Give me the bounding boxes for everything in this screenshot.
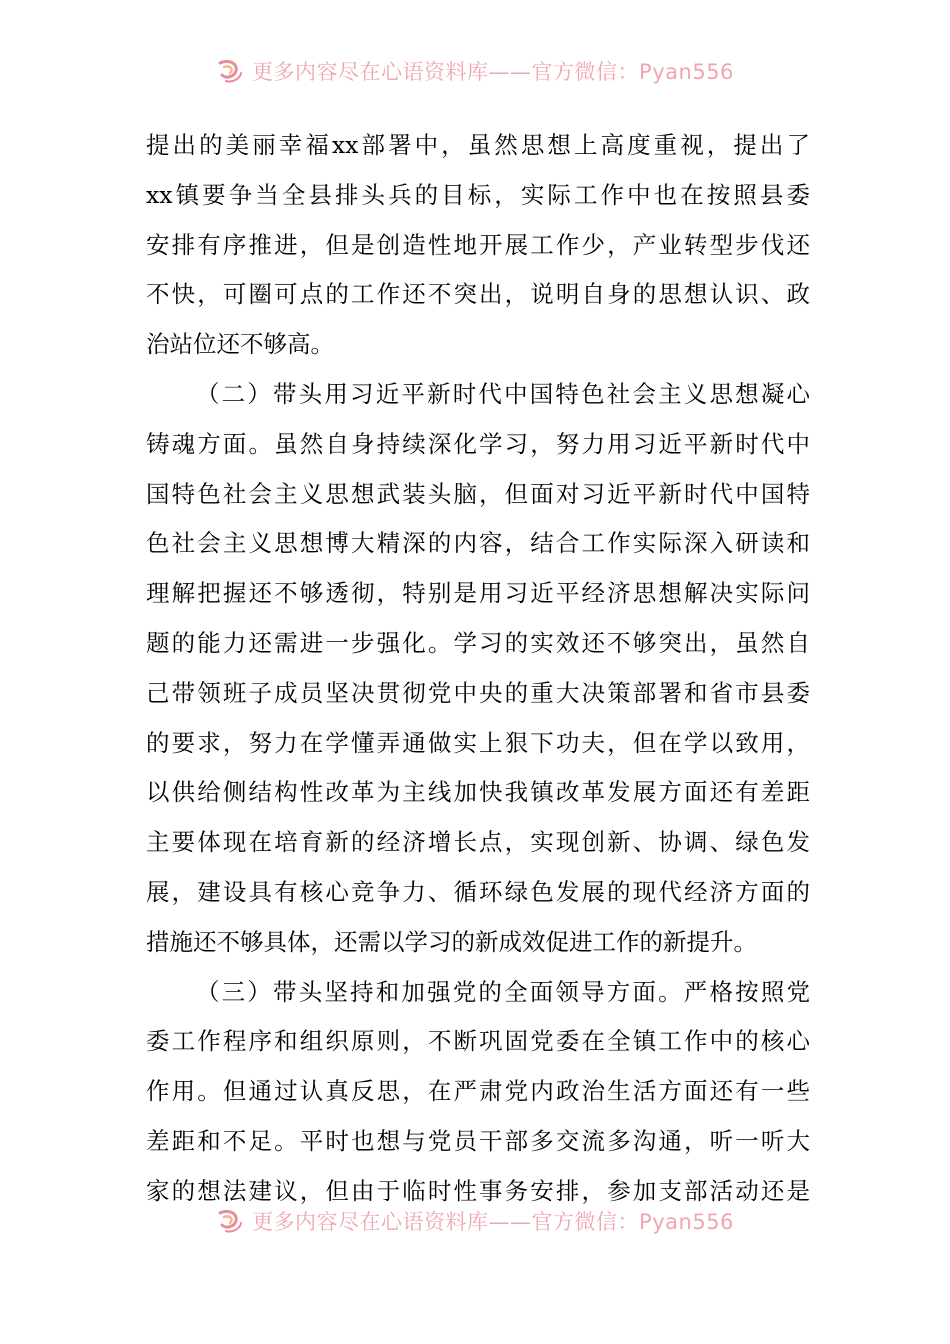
section-heading-line: （三）带头坚持和加强党的全面领导方面。严格按照党 (196, 977, 810, 1006)
text-line: 安排有序推进，但是创造性地开展工作少，产业转型步伐还 (146, 230, 810, 259)
text-line: xx镇要争当全县排头兵的目标，实际工作中也在按照县委 (146, 180, 810, 209)
text-line: 提出的美丽幸福xx部署中，虽然思想上高度重视，提出了 (146, 131, 810, 159)
text-line: 展，建设具有核心竞争力、循环绿色发展的现代经济方面的 (146, 877, 810, 906)
text-line: 的要求，努力在学懂弄通做实上狠下功夫，但在学以致用， (146, 728, 810, 757)
text-line: 家的想法建议，但由于临时性事务安排，参加支部活动还是 (146, 1176, 810, 1205)
text-line: 差距和不足。平时也想与党员干部多交流多沟通，听一听大 (146, 1126, 810, 1155)
text-line: 委工作程序和组织原则，不断巩固党委在全镇工作中的核心 (146, 1027, 810, 1056)
text-line: 以供给侧结构性改革为主线加快我镇改革发展方面还有差距 (146, 778, 810, 807)
text-line: 题的能力还需进一步强化。学习的实效还不够突出，虽然自 (146, 628, 810, 657)
text-line: 色社会主义思想博大精深的内容，结合工作实际深入研读和 (146, 529, 810, 558)
text-line: 铸魂方面。虽然自身持续深化学习，努力用习近平新时代中 (146, 429, 810, 458)
footer-watermark (0, 1204, 950, 1238)
text-line: 主要体现在培育新的经济增长点，实现创新、协调、绿色发 (146, 828, 810, 857)
text-line: 措施还不够具体，还需以学习的新成效促进工作的新提升。 (146, 927, 757, 956)
text-line: 作用。但通过认真反思，在严肃党内政治生活方面还有一些 (146, 1077, 810, 1106)
brand-logo-icon (216, 1207, 244, 1235)
text-line: 国特色社会主义思想武装头脑，但面对习近平新时代中国特 (146, 479, 810, 508)
header-watermark (0, 54, 950, 88)
text-line: 不快，可圈可点的工作还不突出，说明自身的思想认识、政 (146, 280, 810, 309)
text-line: 理解把握还不够透彻，特别是用习近平经济思想解决实际问 (146, 579, 810, 608)
section-heading-line: （二）带头用习近平新时代中国特色社会主义思想凝心 (196, 379, 810, 408)
brand-logo-icon (216, 57, 244, 85)
watermark-text: 更多内容尽在心语资料库——官方微信：Pyan556 (252, 60, 734, 84)
watermark-text: 更多内容尽在心语资料库——官方微信：Pyan556 (252, 1210, 734, 1234)
text-line: 治站位还不够高。 (146, 330, 334, 359)
document-body (146, 121, 810, 1217)
text-line: 己带领班子成员坚决贯彻党中央的重大决策部署和省市县委 (146, 678, 810, 707)
